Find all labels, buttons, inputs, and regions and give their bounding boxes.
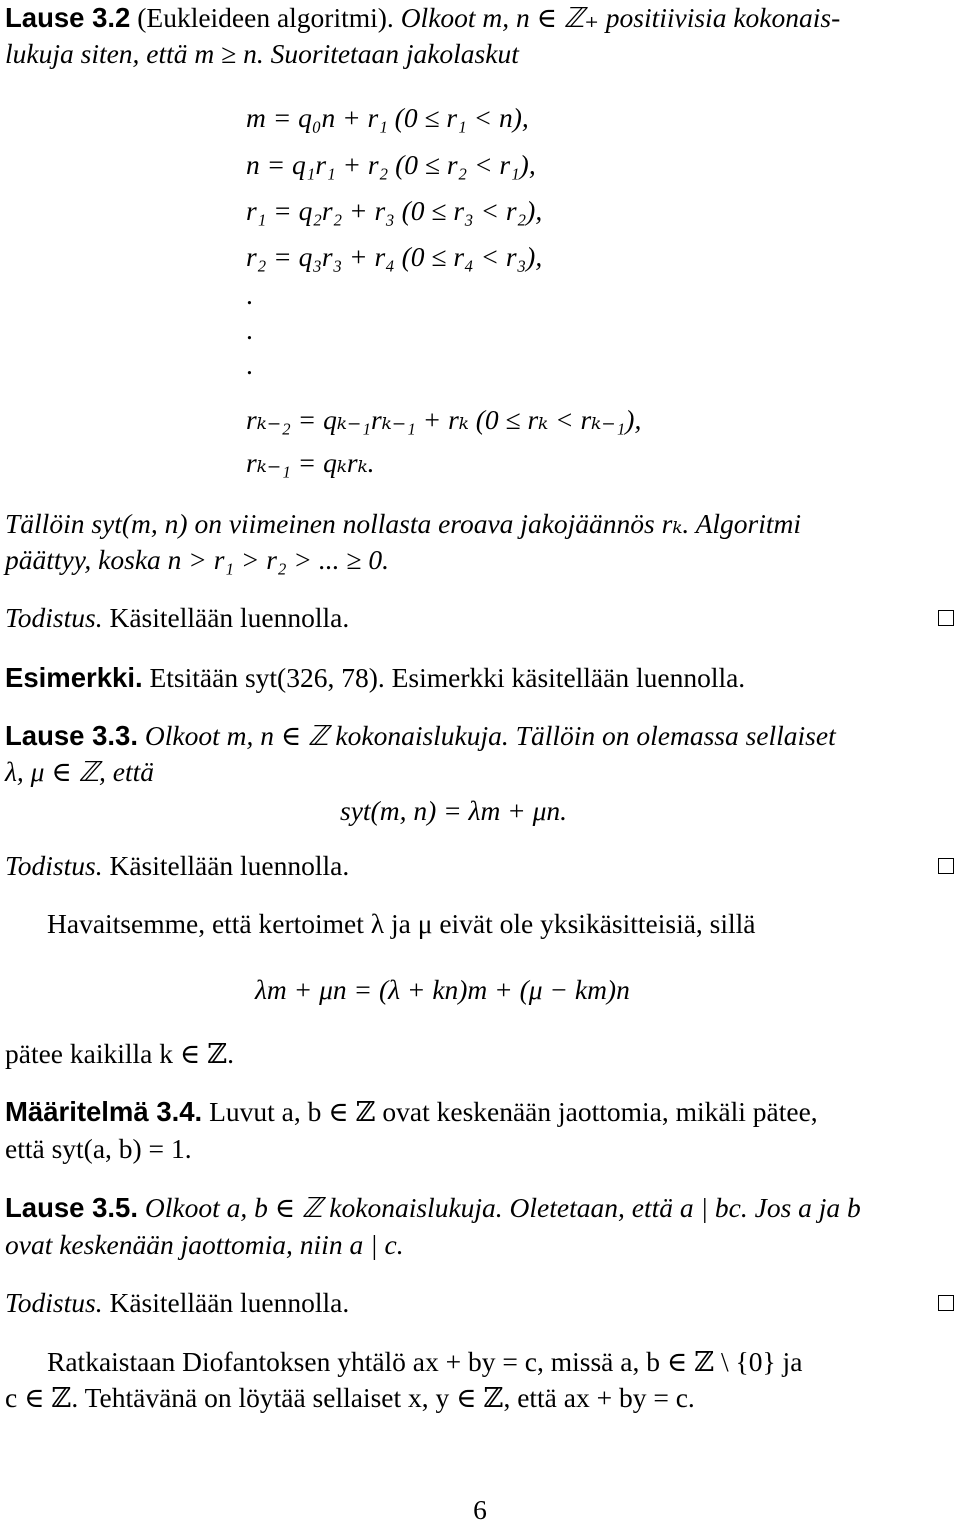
page-number: 6	[473, 1494, 487, 1525]
remark-line-1: Havaitsemme, että kertoimet λ ja μ eivät ole yksikäsitteisiä, sillä	[47, 908, 756, 939]
lause-3-2-name: (Eukleideen algoritmi).	[137, 2, 394, 33]
proof-1	[5, 604, 349, 632]
qed-square-icon	[938, 858, 954, 874]
conclusion-line-2: päättyy, koska n > r₁ > r₂ > ... ≥ 0.	[5, 544, 389, 575]
remark-formula: λm + μn = (λ + kn)m + (μ − km)n	[255, 974, 630, 1005]
lause-3-5-text-2: ovat keskenään jaottomia, niin a | c.	[5, 1229, 404, 1260]
lause-3-2-text-1: Olkoot m, n ∈ ℤ₊ positiivisia kokonais-	[400, 2, 841, 33]
def-3-4-label: Määritelmä 3.4.	[5, 1096, 203, 1127]
equation-dot: .	[246, 349, 253, 380]
lause-3-3-text-2: λ, μ ∈ ℤ, että	[5, 756, 155, 787]
proof-text: Käsitellään luennolla.	[109, 602, 350, 633]
diophantine-line-2: c ∈ ℤ. Tehtävänä on löytää sellaiset x, y ∈ ℤ, että ax + by = c.	[5, 1382, 695, 1413]
def-3-4-text-2: että syt(a, b) = 1.	[5, 1133, 192, 1164]
equation-line: m = q₀n + r₁ (0 ≤ r₁ < n),	[246, 102, 529, 133]
proof-3	[5, 1289, 349, 1317]
example	[5, 664, 745, 692]
lause-3-2-line-1	[5, 4, 840, 32]
lause-3-3-formula: syt(m, n) = λm + μn.	[340, 795, 568, 826]
def-3-4-text-1: Luvut a, b ∈ ℤ ovat keskenään jaottomia, mikäli pätee,	[209, 1096, 818, 1127]
lause-3-5-text-1: Olkoot a, b ∈ ℤ kokonaislukuja. Oletetaan, että a | bc. Jos a ja b	[144, 1192, 861, 1223]
proof-text: Käsitellään luennolla.	[109, 1287, 350, 1318]
proof-text: Käsitellään luennolla.	[109, 850, 350, 881]
proof-label: Todistus.	[5, 850, 103, 881]
conclusion-line-1: Tällöin syt(m, n) on viimeinen nollasta eroava jakojäännös rₖ. Algoritmi	[5, 508, 802, 539]
qed-square-icon	[938, 1295, 954, 1311]
example-label: Esimerkki.	[5, 662, 143, 693]
proof-label: Todistus.	[5, 1287, 103, 1318]
proof-label: Todistus.	[5, 602, 103, 633]
remark-line-2: pätee kaikilla k ∈ ℤ.	[5, 1038, 235, 1069]
def-3-4-line-1	[5, 1098, 818, 1126]
equation-line: rₖ₋₂ = qₖ₋₁rₖ₋₁ + rₖ (0 ≤ rₖ < rₖ₋₁),	[246, 404, 642, 435]
equation-line: r₂ = q₃r₃ + r₄ (0 ≤ r₄ < r₃),	[246, 241, 543, 272]
equation-dot: .	[246, 314, 253, 345]
equation-line: rₖ₋₁ = qₖrₖ.	[246, 447, 375, 478]
example-text: Etsitään syt(326, 78). Esimerkki käsitellään luennolla.	[149, 662, 746, 693]
lause-3-3-text-1: Olkoot m, n ∈ ℤ kokonaislukuja. Tällöin on olemassa sellaiset	[144, 720, 836, 751]
lause-3-3-line-1	[5, 722, 836, 750]
lause-3-3-label: Lause 3.3.	[5, 720, 138, 751]
lause-3-5-label: Lause 3.5.	[5, 1192, 138, 1223]
equation-line: r₁ = q₂r₂ + r₃ (0 ≤ r₃ < r₂),	[246, 195, 543, 226]
equation-line: n = q₁r₁ + r₂ (0 ≤ r₂ < r₁),	[246, 149, 536, 180]
proof-2	[5, 852, 349, 880]
lause-3-2-label: Lause 3.2	[5, 2, 131, 33]
qed-square-icon	[938, 610, 954, 626]
equation-dot: .	[246, 279, 253, 310]
lause-3-5-line-1	[5, 1194, 861, 1222]
lause-3-2-text-2: lukuja siten, että m ≥ n. Suoritetaan jakolaskut	[5, 38, 519, 69]
diophantine-line-1: Ratkaistaan Diofantoksen yhtälö ax + by = c, missä a, b ∈ ℤ \ {0} ja	[47, 1346, 803, 1377]
